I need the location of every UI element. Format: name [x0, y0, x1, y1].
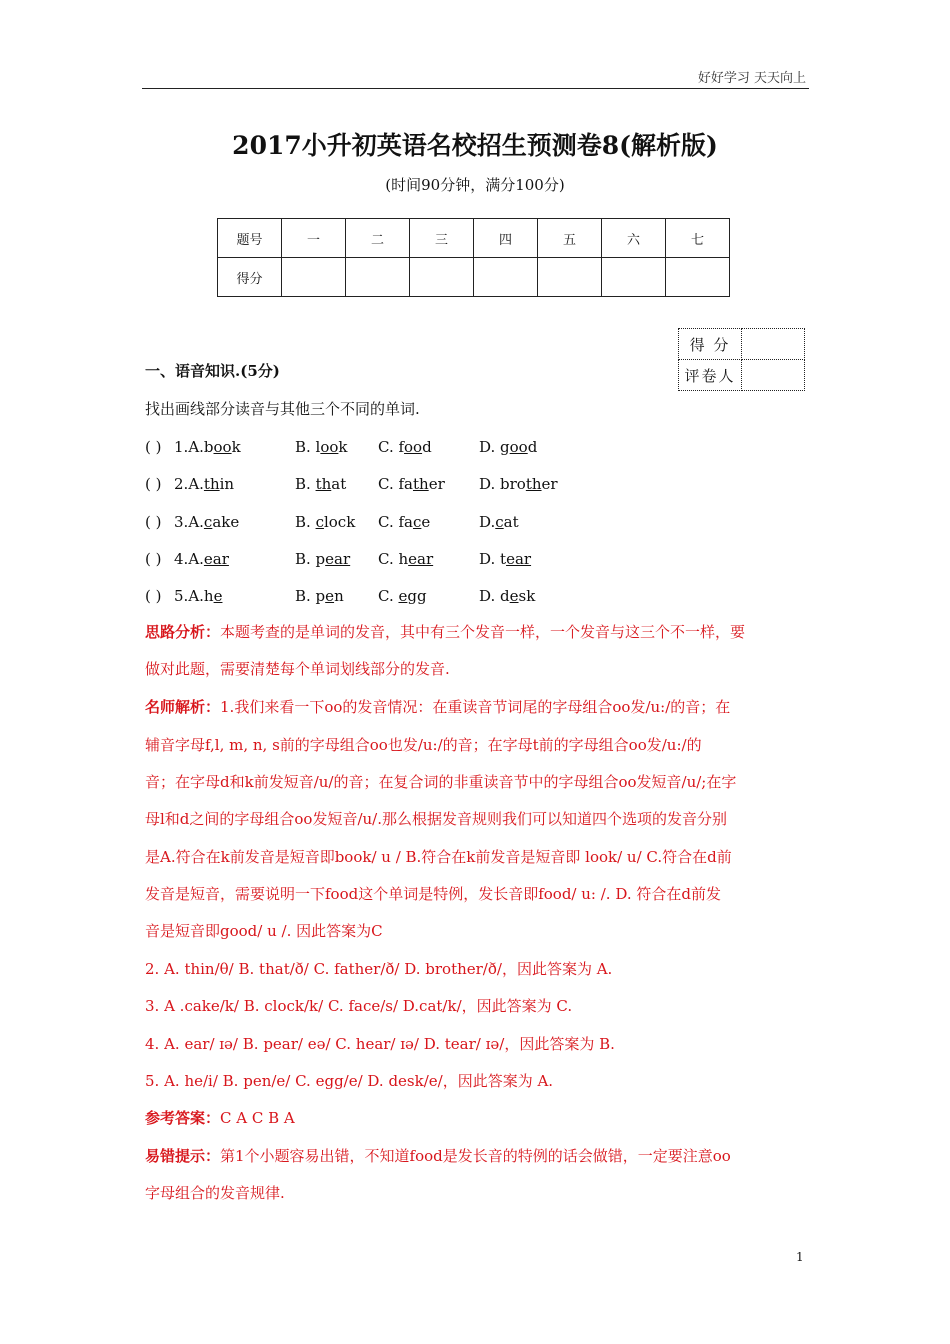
- underlined-letters: ear: [203, 550, 229, 568]
- document-subtitle: (时间90分钟，满分100分): [385, 176, 565, 194]
- score-table-score-row: [218, 258, 730, 297]
- page-number: 1: [796, 1250, 804, 1264]
- underlined-letters: oo: [509, 438, 528, 456]
- option-text: B. l: [295, 438, 321, 456]
- underlined-letters: e: [213, 587, 223, 605]
- document-title: 2017小升初英语名校招生预测卷8(解析版): [232, 131, 718, 160]
- option-text: B. p: [295, 587, 326, 605]
- underlined-letters: ear: [408, 550, 434, 568]
- underlined-letters: c: [495, 513, 504, 531]
- option-text: C.: [378, 587, 399, 605]
- teacher-text: 音；在字母d和k前发短音/u/的音；在复合词的非重读音节中的字母组合oo发短音/u/;在字: [145, 773, 737, 791]
- header-divider: [142, 88, 809, 89]
- option-text: D. d: [479, 587, 510, 605]
- grader-score-label: 得 分: [679, 329, 742, 360]
- score-cell: [602, 258, 666, 297]
- grader-name-value: [742, 360, 805, 391]
- answer-bracket[interactable]: ( ): [145, 475, 162, 493]
- explain-line: 3. A .cake/k/ B. clock/k/ C. face/s/ D.cat/k/，因此答案为 C.: [145, 997, 573, 1015]
- tip-line: [145, 1146, 731, 1166]
- option-text: C. fa: [378, 475, 413, 493]
- underlined-letters: e: [509, 587, 519, 605]
- underlined-letters: e: [325, 587, 335, 605]
- underlined-letters: th: [412, 475, 429, 493]
- underlined-letters: c: [203, 513, 213, 531]
- header-motto: 好好学习 天天向上: [697, 71, 806, 86]
- answer-bracket[interactable]: ( ): [145, 550, 162, 568]
- option-text: er: [541, 475, 558, 493]
- option-text: D. t: [479, 550, 507, 568]
- underlined-letters: e: [398, 587, 408, 605]
- question-number: 4.: [174, 550, 189, 568]
- question-row: [145, 437, 538, 457]
- option-text: d: [422, 438, 432, 456]
- teacher-text: 是A.符合在k前发音是短音即book/ u / B.符合在k前发音是短音即 look/ u/ C.符合在d前: [145, 848, 732, 866]
- option-text: A.: [188, 475, 204, 493]
- answer-bracket[interactable]: ( ): [145, 513, 162, 531]
- score-cell: 题号: [218, 219, 282, 258]
- answer-line: [145, 1108, 295, 1128]
- teacher-text: 母l和d之间的字母组合oo发短音/u/.那么根据发音规则我们可以知道四个选项的发音分别: [145, 810, 728, 828]
- question-row: [145, 512, 519, 532]
- option-b: [295, 474, 346, 494]
- option-b: [295, 512, 355, 532]
- underlined-letters: th: [203, 475, 220, 493]
- question-number: 2.: [174, 475, 189, 493]
- option-c: [378, 512, 430, 532]
- option-text: A.b: [188, 438, 214, 456]
- option-text: at: [503, 513, 519, 531]
- option-text: er: [428, 475, 445, 493]
- option-a: [174, 474, 234, 494]
- option-c: [378, 437, 432, 457]
- tip-label: 易错提示：: [145, 1147, 221, 1165]
- option-text: C. f: [378, 438, 405, 456]
- underlined-letters: c: [315, 513, 324, 531]
- option-text: n: [334, 587, 344, 605]
- option-text: ake: [212, 513, 240, 531]
- option-text: lock: [323, 513, 356, 531]
- score-cell: 得分: [218, 258, 282, 297]
- score-cell: 二: [346, 219, 410, 258]
- score-cell: [410, 258, 474, 297]
- option-text: at: [331, 475, 347, 493]
- underlined-letters: oo: [213, 438, 232, 456]
- option-text: A.: [188, 513, 204, 531]
- option-b: [295, 549, 350, 569]
- teacher-text: 1.我们来看一下oo的发音情况：在重读音节词尾的字母组合oo发/u:/的音；在: [220, 698, 731, 716]
- option-d: [479, 474, 558, 494]
- question-row: [145, 474, 558, 494]
- option-text: C. h: [378, 550, 409, 568]
- underlined-letters: ear: [325, 550, 351, 568]
- explain-line: 4. A. ear/ ɪə/ B. pear/ eə/ C. hear/ ɪə/ D. tear/ ɪə/，因此答案为 B.: [145, 1035, 615, 1053]
- grader-name-label: 评卷人: [679, 360, 742, 391]
- score-table: [217, 218, 730, 297]
- section-heading: 一、语音知识.(5分): [145, 362, 280, 380]
- option-text: gg: [407, 587, 427, 605]
- option-text: B.: [295, 475, 316, 493]
- score-cell: 三: [410, 219, 474, 258]
- option-b: [295, 437, 348, 457]
- teacher-text: 音是短音即good/ u /. 因此答案为C: [145, 922, 383, 940]
- underlined-letters: oo: [404, 438, 423, 456]
- option-text: sk: [518, 587, 536, 605]
- option-a: [174, 586, 222, 606]
- score-table-header-row: [218, 219, 730, 258]
- option-a: [174, 512, 239, 532]
- underlined-letters: th: [315, 475, 332, 493]
- option-d: [479, 437, 537, 457]
- option-text: D. bro: [479, 475, 526, 493]
- underlined-letters: oo: [320, 438, 339, 456]
- question-row: [145, 586, 536, 606]
- underlined-letters: c: [412, 513, 422, 531]
- teacher-text: 辅音字母f,l, m, n, s前的字母组合oo也发/u:/的音；在字母t前的字母组合oo发/u:/的: [145, 736, 702, 754]
- grader-box: [678, 328, 805, 391]
- section-instruction: 找出画线部分读音与其他三个不同的单词.: [145, 400, 420, 418]
- explain-line: 2. A. thin/θ/ B. that/ð/ C. father/ð/ D. brother/ð/，因此答案为 A.: [145, 960, 613, 978]
- tip-text: 字母组合的发音规律.: [145, 1184, 285, 1202]
- score-cell: [474, 258, 538, 297]
- score-cell: [538, 258, 602, 297]
- option-b: [295, 586, 344, 606]
- score-cell: 五: [538, 219, 602, 258]
- option-text: D. g: [479, 438, 510, 456]
- underlined-letters: ear: [506, 550, 532, 568]
- score-cell: 四: [474, 219, 538, 258]
- option-text: A.h: [188, 587, 214, 605]
- underlined-letters: th: [525, 475, 542, 493]
- option-text: in: [219, 475, 235, 493]
- option-text: A.: [188, 550, 204, 568]
- answer-bracket[interactable]: ( ): [145, 438, 162, 456]
- answer-bracket[interactable]: ( ): [145, 587, 162, 605]
- score-cell: 六: [602, 219, 666, 258]
- answer-text: C A C B A: [220, 1109, 295, 1127]
- question-row: [145, 549, 532, 569]
- option-text: d: [527, 438, 538, 456]
- option-c: [378, 586, 427, 606]
- score-cell: [282, 258, 346, 297]
- option-d: [479, 512, 519, 532]
- score-cell: 一: [282, 219, 346, 258]
- option-d: [479, 586, 535, 606]
- option-a: [174, 437, 241, 457]
- question-number: 1.: [174, 438, 189, 456]
- question-number: 5.: [174, 587, 189, 605]
- tip-text: 第1个小题容易出错，不知道food是发长音的特例的话会做错，一定要注意oo: [220, 1147, 731, 1165]
- option-text: C. fa: [378, 513, 413, 531]
- score-cell: [666, 258, 730, 297]
- option-c: [378, 549, 433, 569]
- option-text: k: [338, 438, 348, 456]
- option-c: [378, 474, 445, 494]
- thinking-analysis-line: [145, 622, 745, 642]
- teacher-text: 发音是短音，需要说明一下food这个单词是特例，发长音即food/ u: /. D. 符合在d前发: [145, 885, 721, 903]
- score-cell: 七: [666, 219, 730, 258]
- option-a: [174, 549, 229, 569]
- option-text: B. p: [295, 550, 326, 568]
- teacher-label: 名师解析：: [145, 698, 221, 716]
- answer-label: 参考答案：: [145, 1109, 221, 1127]
- score-cell: [346, 258, 410, 297]
- explain-line: 5. A. he/i/ B. pen/e/ C. egg/e/ D. desk/e/，因此答案为 A.: [145, 1072, 554, 1090]
- option-text: k: [231, 438, 241, 456]
- option-d: [479, 549, 531, 569]
- thinking-text: 做对此题，需要清楚每个单词划线部分的发音.: [145, 660, 450, 678]
- option-text: e: [421, 513, 431, 531]
- teacher-analysis-line: [145, 697, 730, 717]
- thinking-text: 本题考查的是单词的发音，其中有三个发音一样，一个发音与这三个不一样，要: [220, 623, 746, 641]
- thinking-label: 思路分析：: [145, 623, 221, 641]
- option-text: B.: [295, 513, 316, 531]
- grader-score-value: [742, 329, 805, 360]
- option-text: D.: [479, 513, 496, 531]
- question-number: 3.: [174, 513, 189, 531]
